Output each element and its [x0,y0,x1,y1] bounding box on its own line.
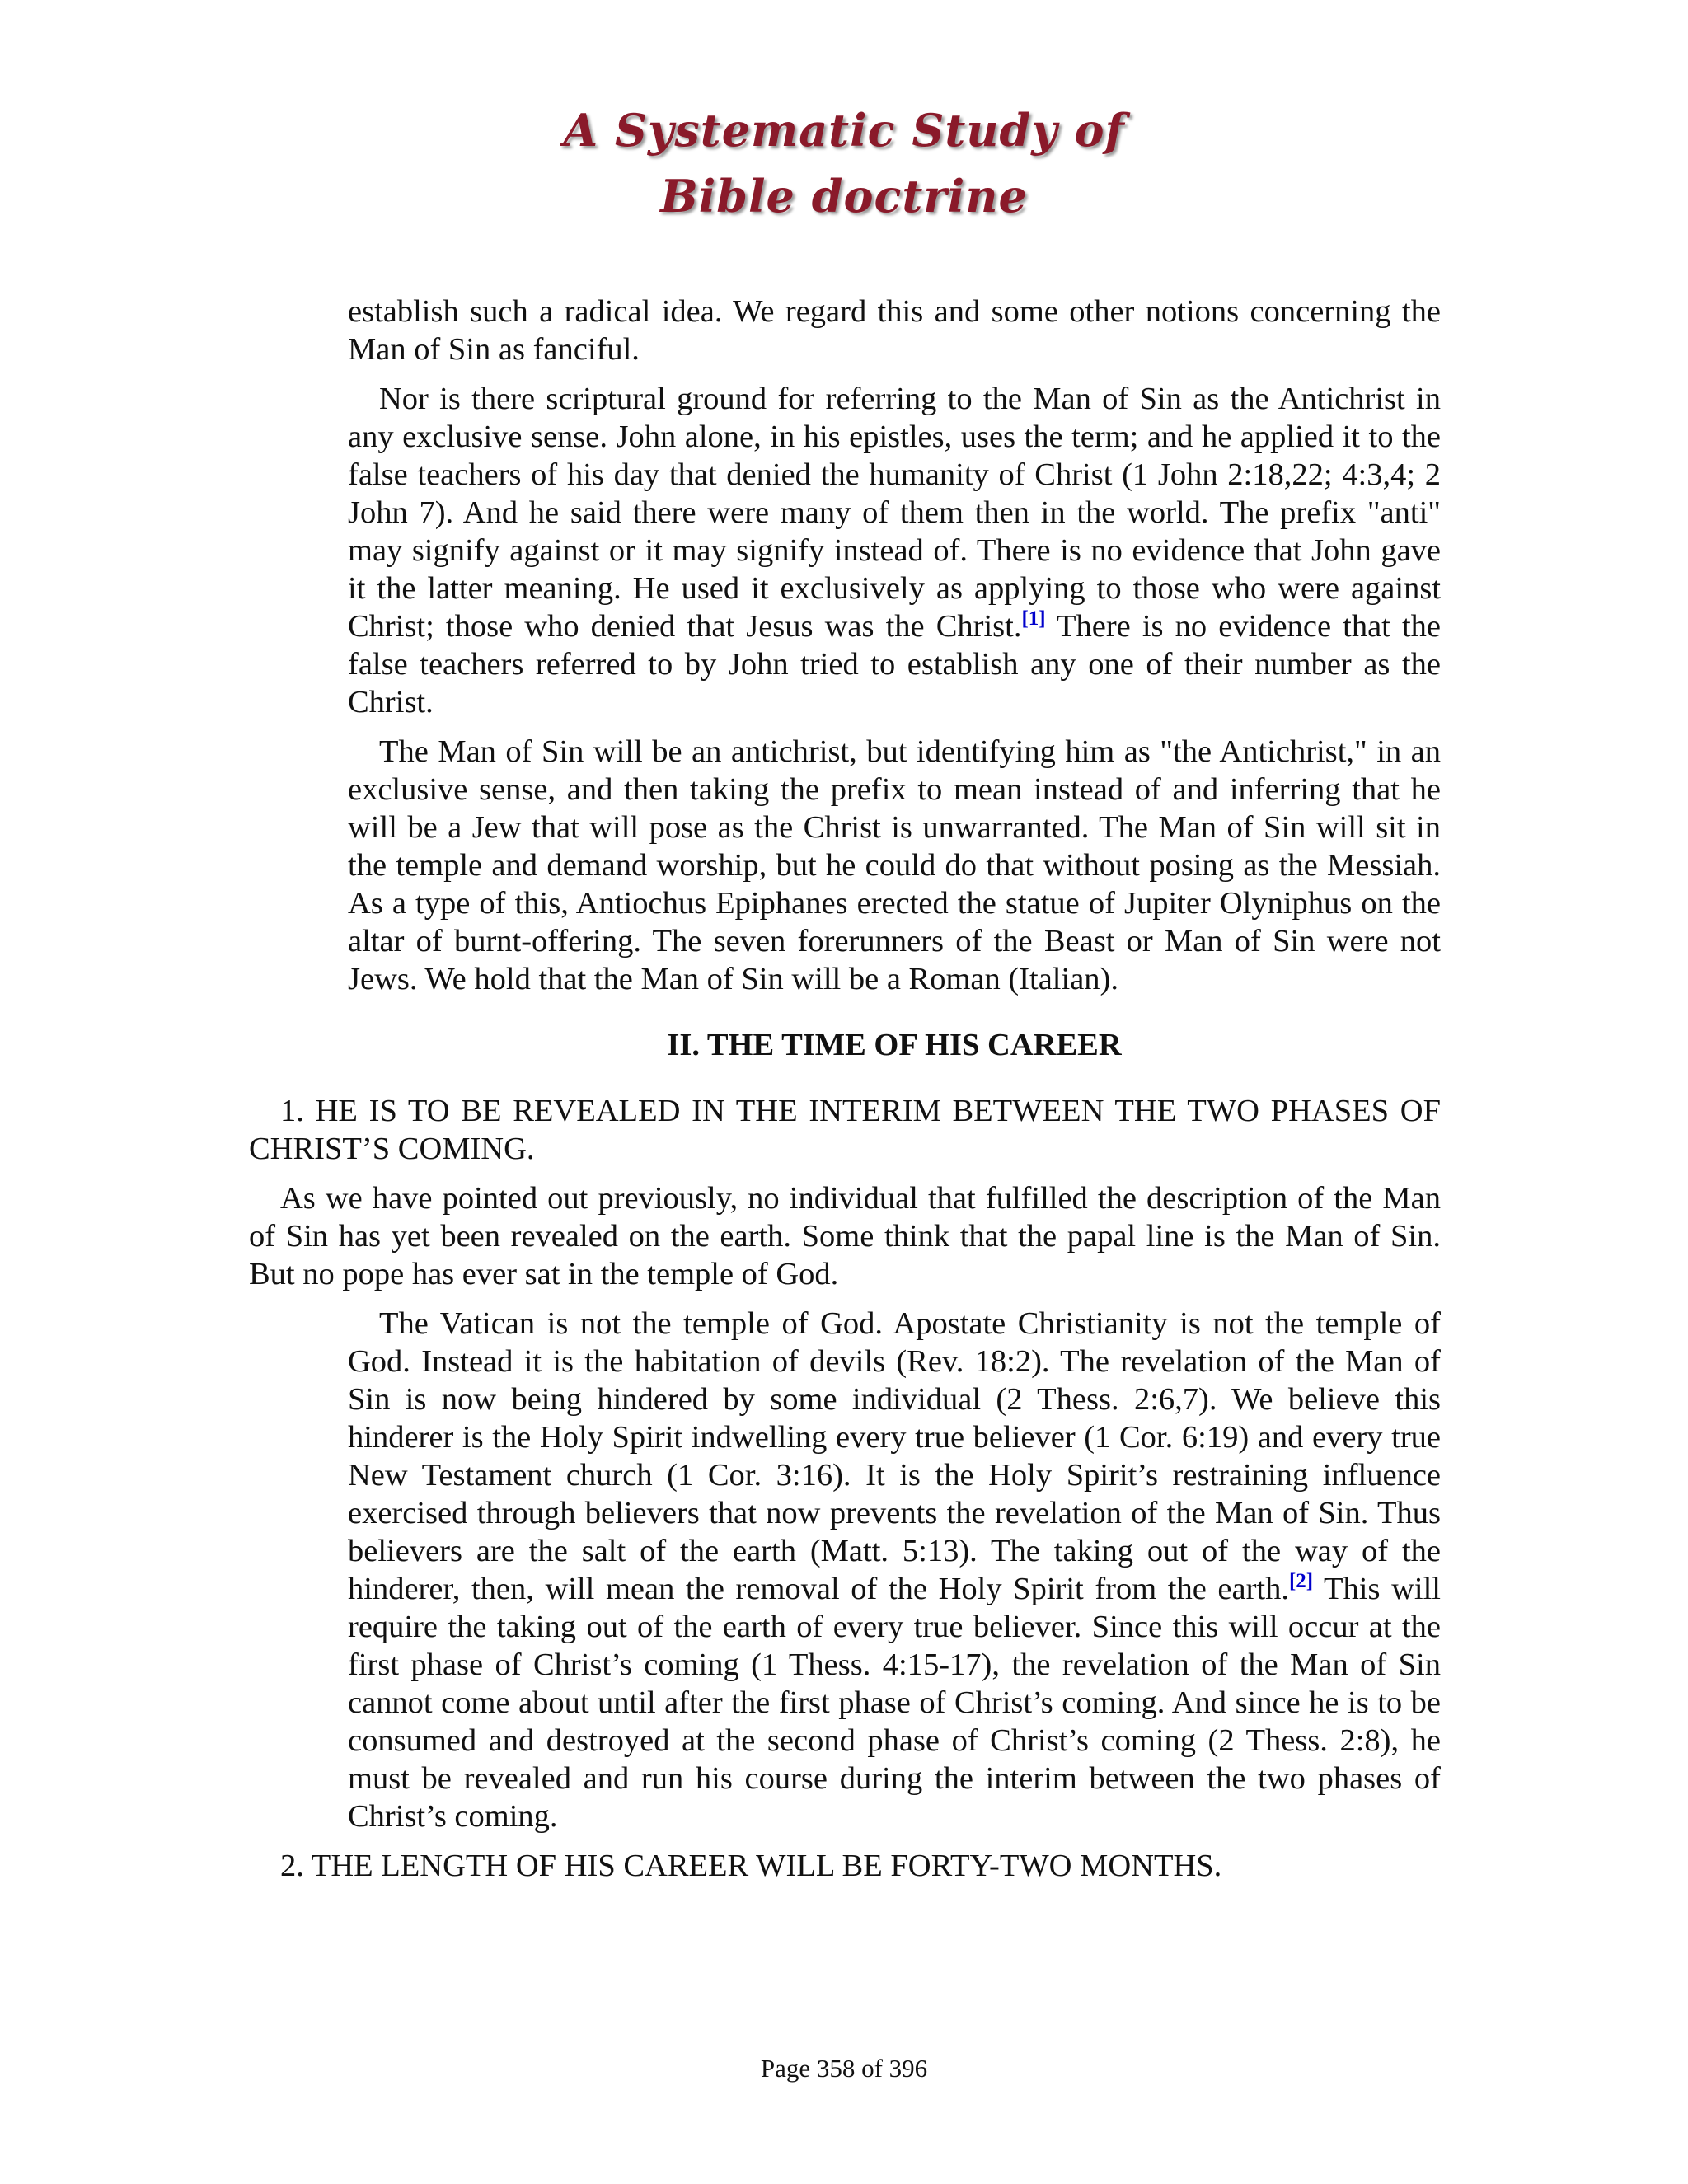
footnote-link-2[interactable]: [2] [1288,1570,1314,1593]
point-heading-1: 1. HE IS TO BE REVEALED IN THE INTERIM BETWEEN THE TWO PHASES OF CHRIST’S COMING. [249,1094,1441,1166]
book-title-line-2: Bible doctrine [660,170,1028,223]
book-title-banner [0,97,1688,229]
paragraph-vatican-text: The Vatican is not the temple of God. Apostate Christianity is not the temple of God. Instead it is the habitation of devils (Rev. 18:2). The revelation of the Man of Sin is now being hindered by some individual (2 Thess. 2:6,7). We believe this hinderer is the Holy Spirit indwelling every true believer (1 Cor. 6:19) and every true New Testament church (1 Cor. 3:16). It is the Holy Spirit’s restraining influence exercised through believers that now prevents the revelation of the Man of Sin. Thus believers are the salt of the earth (Matt. 5:13). The taking out of the way of the hinderer, then, will mean the removal of the Holy Spirit from the earth. [348,1306,1441,1606]
paragraph-antichrist-text-cont: There is no evidence that the false teachers referred to by John tried to establish any one of their number as the Christ. [348,609,1441,719]
footnote-link-1[interactable]: [1] [1021,607,1046,630]
paragraph-vatican [348,1305,1441,1835]
paragraph-previously: As we have pointed out previously, no individual that fulfilled the description of the Man of Sin has yet been revealed on the earth. Some think that the papal line is the Man of Sin. But no pope has ever sat in the temple of God. [249,1181,1441,1291]
paragraph-continuation: establish such a radical idea. We regard this and some other notions concerning the Man of Sin as fanciful. [348,294,1441,367]
paragraph-man-of-sin: The Man of Sin will be an antichrist, but identifying him as "the Antichrist," in an exclusive sense, and then taking the prefix to mean instead of and inferring that he will be a Jew that will pose as the Christ is unwarranted. The Man of Sin will sit in the temple and demand worship, but he could do that without posing as the Messiah. As a type of this, Antiochus Epiphanes erected the statue of Jupiter Olyniphus on the altar of burnt-offering. The seven forerunners of the Beast or Man of Sin were not Jews. We hold that the Man of Sin will be a Roman (Italian). [348,734,1441,996]
book-title-line-1: A Systematic Study of [563,104,1125,157]
point-heading-2: 2. THE LENGTH OF HIS CAREER WILL BE FORTY-TWO MONTHS. [280,1849,1222,1883]
section-heading: II. THE TIME OF HIS CAREER [667,1028,1122,1062]
paragraph-antichrist-text: Nor is there scriptural ground for referring to the Man of Sin as the Antichrist in any exclusive sense. John alone, in his epistles, uses the term; and he applied it to the false teachers of his day that denied the humanity of Christ (1 John 2:18,22; 4:3,4; 2 John 7). And he said there were many of them then in the world. The prefix "anti" may signify against or it may signify instead of. There is no evidence that John gave it the latter meaning. He used it exclusively as applying to those who were against Christ; those who denied that Jesus was the Christ. [348,382,1441,644]
page-number: Page 358 of 396 [760,2054,928,2083]
paragraph-vatican-text-cont: This will require the taking out of the earth of every true believer. Since this will occur at the first phase of Christ’s coming (1 Thess. 4:15-17), the revelation of the Man of Sin cannot come about until after the first phase of Christ’s coming. And since he is to be consumed and destroyed at the second phase of Christ’s coming (2 Thess. 2:8), he must be revealed and run his course during the interim between the two phases of Christ’s coming. [348,1572,1441,1834]
paragraph-antichrist [348,380,1441,721]
page-body [0,293,1688,1885]
